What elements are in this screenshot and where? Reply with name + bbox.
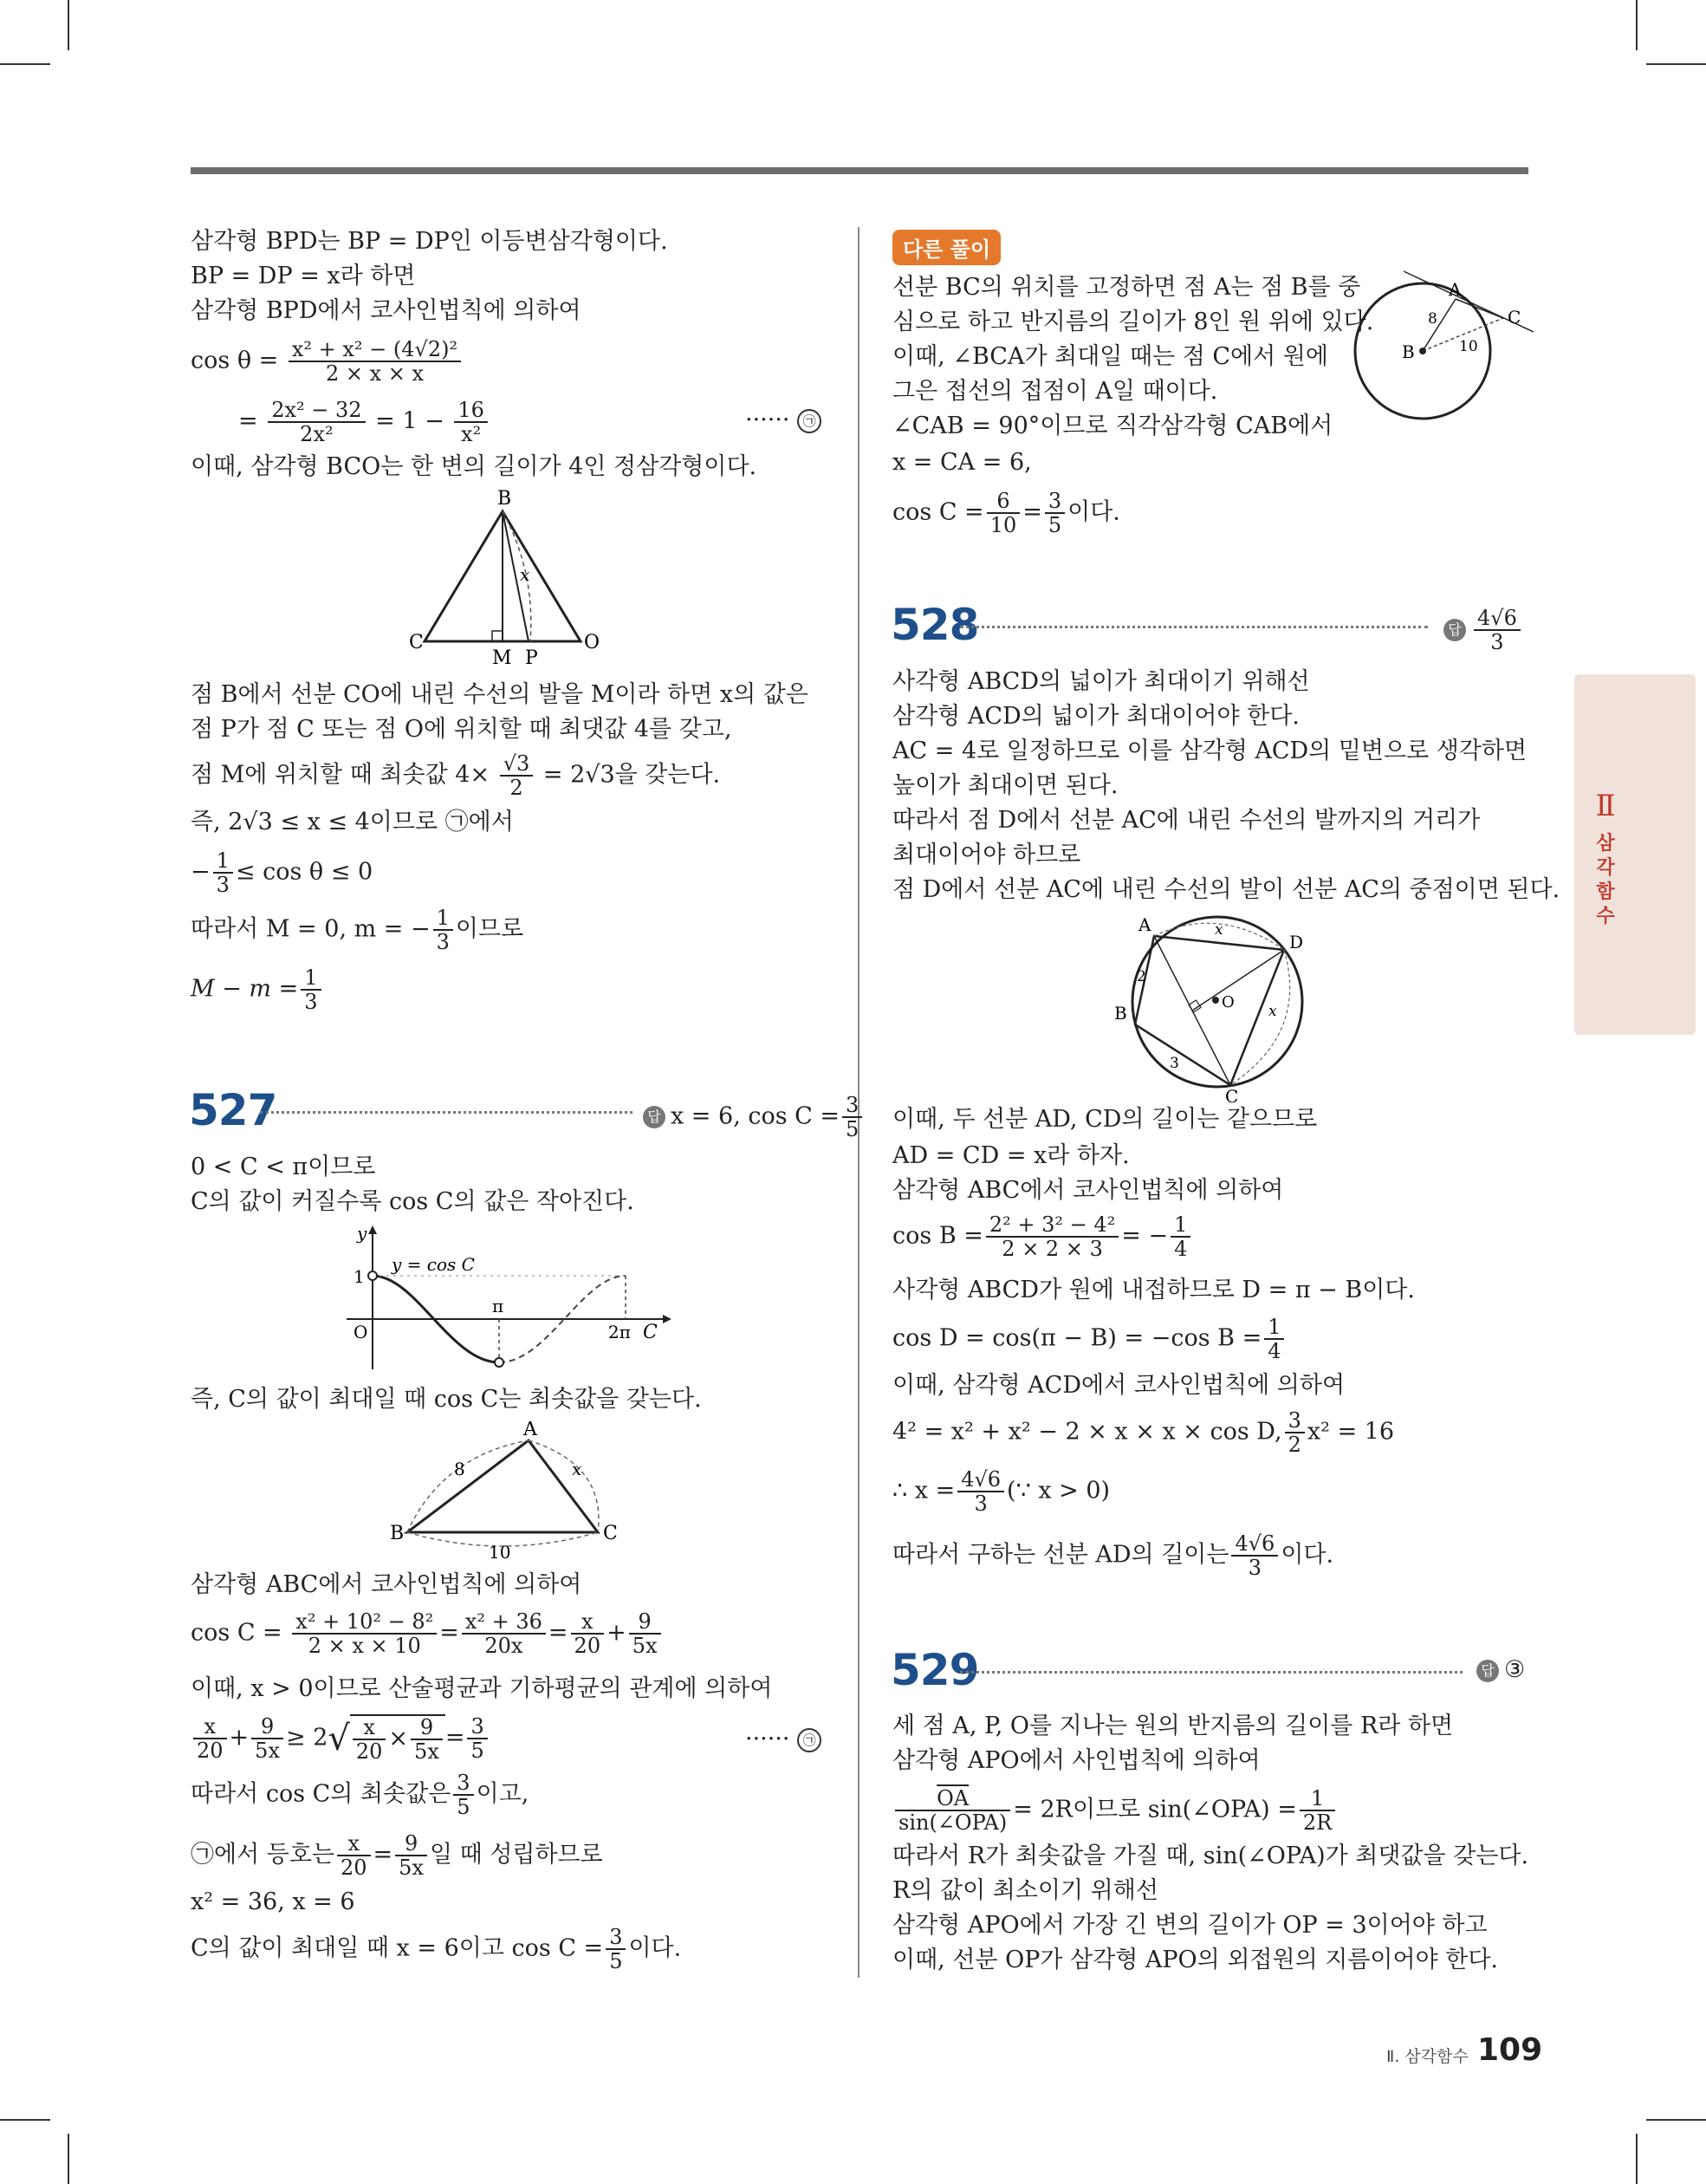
formula-text: = [444,1724,465,1752]
formula-text: = [1022,498,1042,526]
text-line: 사각형 ABCD가 원에 내접하므로 D = π − B이다. [892,1277,1415,1303]
text-line: 삼각형 APO에서 사인법칙에 의하여 [892,1747,1261,1774]
denominator: 3 [1490,630,1504,654]
circled-marker: ㉠ [797,1728,821,1752]
text-line: 이때, ∠BCA가 최대일 때는 점 C에서 원에 [892,343,1328,370]
denominator: 20 [341,1856,367,1880]
text-line: 따라서 점 D에서 선분 AC에 내린 수선의 발까지의 거리가 [892,807,1481,834]
formula-line [892,1213,1193,1260]
center-o [1212,997,1219,1004]
denominator: 5x [632,1634,658,1658]
text-line: 이때, 삼각형 BCO는 한 변의 길이가 4인 정삼각형이다. [191,453,757,480]
numerator: x² + x² − (4√2)² [289,338,461,362]
label-pi: π [492,1296,504,1316]
label-m: M [492,647,512,667]
formula-text: 이고, [476,1780,529,1808]
formula-text: 이다. [628,1934,682,1962]
formula-text: cos C = [191,1619,282,1647]
cosine-graph [338,1222,676,1374]
label-10: 10 [1459,338,1478,355]
text-line: AC = 4로 일정하므로 이를 삼각형 ACD의 밑변으로 생각하면 [892,738,1528,764]
denominator: sin(∠OPA) [898,1810,1008,1835]
numerator: 3 [467,1715,487,1739]
text-line: 즉, C의 값이 최대일 때 cos C는 최솟값을 갖는다. [191,1386,702,1413]
crop-mark [1636,0,1638,50]
fraction [606,1926,626,1973]
header-rule [191,167,1528,174]
formula-line [238,399,490,445]
formula-text: 점 M에 위치할 때 최솟값 4× [191,761,490,789]
answer-icon: 답 [1476,1660,1499,1682]
numerator: 9 [251,1715,283,1739]
fraction [251,1715,283,1762]
fraction [987,490,1021,536]
fraction [268,399,365,445]
denominator: 5x [414,1739,439,1764]
denominator: 3 [304,990,318,1014]
text-line: 선분 BC의 위치를 고정하면 점 A는 점 B를 중 [892,274,1361,301]
formula-text: 이다. [1067,498,1120,526]
crop-mark [0,2119,50,2121]
fraction [986,1213,1119,1260]
formula-text: × [388,1725,409,1752]
text-line: AD = CD = x라 하자. [892,1142,1130,1169]
label-origin: O [354,1322,368,1342]
numerator: 9 [411,1716,443,1740]
fraction [1045,490,1065,536]
numerator: 3 [842,1094,862,1118]
fraction [842,1094,862,1141]
label-one: 1 [354,1266,365,1287]
alt-solution-badge: 다른 풀이 [892,230,1001,265]
text-line: 이때, 삼각형 ACD에서 코사인법칙에 의하여 [892,1372,1346,1399]
formula-line: cos C = $\frac{\text{x² + 10² − 8²}}{2 \times x \times 10}$ = $\frac{\text{x² + 36}}{20x}$ = $\frac{x}{20}$ + $\frac{9}{5x}$ [191,1610,664,1657]
chapter-title-char: 삼 [1596,833,1615,855]
formula-text: C의 값이 최대일 때 x = 6이고 cos C = [191,1934,604,1962]
text-line: C의 값이 커질수록 cos C의 값은 작아진다. [191,1188,634,1215]
fraction [213,849,233,896]
fraction [454,399,488,445]
fraction [500,752,534,799]
circled-marker: ㉠ [797,409,821,433]
leader-dots [960,1671,1463,1674]
text-line: 이때, 두 선분 AD, CD의 길이는 같으므로 [892,1106,1318,1133]
triangle-abc [407,1440,598,1532]
answer-527 [643,1094,865,1141]
problem-number-528: 528 [891,600,979,650]
denominator: 2 [509,776,523,800]
y-axis-arrow [368,1225,377,1234]
leader-dots [260,1111,632,1114]
label-p: P [525,647,538,667]
text-line: 그은 접선의 접점이 A일 때이다. [892,378,1218,405]
formula-text: cos B = [892,1222,983,1250]
denominator: 4 [1174,1237,1188,1261]
text-line: 점 B에서 선분 CO에 내린 수선의 발을 M이라 하면 x의 값은 [191,681,808,708]
denominator: 2R [1302,1810,1333,1835]
text-line: x² = 36, x = 6 [191,1888,355,1915]
sqrt-body [350,1714,445,1763]
formula-line [191,1771,529,1818]
text-line: R의 값이 최소이기 위해선 [892,1877,1158,1904]
numerator: 9 [395,1832,427,1856]
denominator: 3 [216,873,230,897]
label-a: A [523,1421,537,1440]
fraction [467,1715,487,1762]
equilateral-triangle-figure [399,485,607,667]
formula-line [892,1316,1287,1362]
numerator: √3 [500,752,534,777]
text-line: 삼각형 ABC에서 코사인법칙에 의하여 [191,1571,582,1598]
denominator: 5 [846,1117,859,1141]
formula-line [892,1787,1338,1834]
formula-text: ≥ 2 [285,1724,328,1752]
fraction [193,1715,227,1762]
formula-text: x² = 16 [1307,1418,1395,1446]
numerator: 2x² − 32 [268,399,365,423]
label-c: C [643,1322,658,1343]
formula-text: ∴ x = [892,1477,956,1505]
fraction [301,966,321,1013]
numerator: 9 [629,1610,661,1635]
numerator: 4√6 [957,1468,1004,1492]
text-line: 이때, x > 0이므로 산술평균과 기하평균의 관계에 의하여 [191,1675,773,1702]
text-line: 따라서 R가 최솟값을 가질 때, sin(∠OPA)가 최댓값을 갖는다. [892,1843,1529,1869]
denominator: 2x² [300,422,334,446]
center-dot [1419,348,1426,354]
denominator: x² [461,422,482,446]
label-8: 8 [454,1459,465,1479]
label-c: C [409,632,424,653]
text-line: 사각형 ABCD의 넓이가 최대이기 위해선 [892,668,1310,695]
numerator: 6 [987,490,1021,514]
problem-number-529: 529 [891,1645,979,1695]
text-line: BP = DP = x라 하면 [191,263,416,289]
formula-text: = [373,1841,393,1869]
denominator: 5 [470,1739,484,1763]
denominator: 3 [974,1492,988,1516]
fraction [353,1716,386,1763]
perpendicular-d [1192,950,1284,1011]
denominator: 5 [1048,513,1062,537]
numerator: $\overline{OA}$ [895,1787,1010,1811]
text-line: 점 D에서 선분 AC에 내린 수선의 발이 선분 AC의 중점이면 된다. [892,876,1560,903]
formula-text: + [607,1619,626,1647]
answer-529 [1476,1655,1525,1685]
denominator: 2 [1288,1433,1301,1457]
fraction [1231,1532,1278,1579]
open-point [368,1271,377,1280]
formula-line [892,1532,1333,1579]
label-x-top: x [1215,921,1223,939]
text-line: x = CA = 6, [892,449,1032,476]
fraction [895,1787,1010,1834]
text-line: 삼각형 ABC에서 코사인법칙에 의하여 [892,1177,1284,1204]
denominator: 10 [989,513,1017,537]
formula-text: + [229,1724,250,1752]
formula-text: 따라서 구하는 선분 AD의 길이는 [892,1541,1229,1569]
formula-line [191,338,464,385]
fraction [1474,607,1521,653]
fraction [289,338,461,385]
denominator: 20 [355,1739,383,1764]
label-x-right: x [1268,1003,1277,1020]
formula-line [892,490,1120,536]
numerator: 2² + 3² − 4² [986,1213,1119,1238]
formula-text: = 2√3을 갖는다. [542,761,721,789]
open-point [495,1358,503,1367]
fraction [957,1468,1004,1515]
numerator: 16 [454,399,488,423]
formula-line [191,849,373,896]
fraction [1171,1213,1190,1260]
formula-text: cos C = [892,498,984,526]
label-twopi: 2π [608,1322,631,1342]
formula-text: 4² = x² + x² − 2 × x × x × cos D, [892,1418,1282,1446]
label-b: B [497,488,512,510]
denominator: 2 × x × x [325,361,425,386]
numerator: x² + 36 [462,1610,546,1635]
numerator: 1 [213,849,233,874]
formula-line [892,1468,1110,1515]
text-line: 삼각형 ACD의 넓이가 최대이어야 한다. [892,703,1300,730]
fraction [1285,1409,1305,1456]
fraction [571,1610,605,1657]
formula-text: cos θ = [191,347,279,374]
label-func: y = cos C [392,1254,475,1275]
label-x: x [572,1459,582,1479]
x-axis-arrow [663,1315,671,1323]
text-line: 이때, 선분 OP가 삼각형 APO의 외접원의 지름이어야 한다. [892,1947,1498,1973]
numerator: 1 [1300,1787,1335,1811]
page-number: 109 [1477,2032,1543,2068]
text-line: 0 < C < π이므로 [191,1154,376,1180]
denominator: 3 [436,930,450,954]
text-line: 삼각형 BPD에서 코사인법칙에 의하여 [191,297,581,324]
problem-number-527: 527 [189,1085,277,1135]
numerator: x [353,1716,386,1740]
footer-chapter-label: Ⅱ. 삼각함수 [1386,2047,1469,2066]
denominator: 2 × 2 × 3 [1002,1237,1103,1261]
numerator: 3 [453,1771,473,1796]
formula-line [191,966,324,1013]
right-angle-mark [492,631,503,641]
answer-icon: 답 [1443,619,1466,641]
text-line: 삼각형 APO에서 가장 긴 변의 길이가 OP = 3이어야 하고 [892,1912,1488,1939]
formula-line [191,752,720,799]
numerator: 1 [301,966,321,991]
fraction [292,1610,437,1657]
label-b: B [1114,1003,1127,1024]
label-a: A [1449,279,1462,300]
formula-text: (∵ x > 0) [1007,1477,1111,1505]
answer-text: ③ [1504,1656,1526,1683]
formula-line [892,1409,1394,1456]
equation-marker: ······ ㉠ [745,1725,821,1754]
fraction [433,907,453,953]
denominator: 4 [1268,1339,1281,1363]
fraction [453,1771,473,1818]
chapter-title-char: 함 [1596,881,1615,903]
denominator: 2 × x × 10 [308,1634,421,1658]
numerator: 3 [606,1926,626,1950]
formula-text: 따라서 cos C의 최솟값은 [191,1780,451,1808]
formula-text: 일 때 성립하므로 [429,1841,603,1869]
formula-line [191,1832,603,1879]
denominator: 3 [1248,1556,1262,1580]
formula-text: − [191,858,211,886]
numerator: 3 [1285,1409,1305,1433]
denominator: 5 [457,1795,470,1819]
label-x: x [520,564,530,585]
fraction [1264,1316,1284,1362]
answer-text: x = 6, cos C = [671,1102,840,1130]
crop-mark [1636,2134,1638,2184]
formula-line [191,1926,681,1973]
crop-mark [1646,63,1706,65]
chapter-roman-numeral: Ⅱ [1595,789,1616,823]
numerator: x [337,1832,371,1856]
crop-mark [68,2134,69,2184]
inscribed-quadrilateral-figure [1100,912,1326,1102]
label-2: 2 [1137,968,1146,985]
crop-mark [0,63,50,65]
fraction [337,1832,371,1879]
numerator: x [193,1715,227,1739]
label-o: O [1222,993,1235,1011]
fraction [1300,1787,1335,1834]
formula-line [191,1714,490,1763]
fraction [395,1832,427,1879]
chapter-title-vertical [1592,832,1618,929]
text-line: 심으로 하고 반지름의 길이가 8인 원 위에 있다. [892,309,1374,335]
denominator: 5x [399,1856,424,1880]
formula-text: 이다. [1281,1541,1334,1569]
chapter-title-char: 각 [1596,857,1615,879]
leader-dots [960,626,1428,628]
formula-text: = 2R이므로 sin(∠OPA) = [1013,1796,1297,1823]
label-b: B [1402,341,1415,362]
label-8: 8 [1428,310,1437,328]
label-a: A [1138,914,1151,935]
formula-text: 이므로 [455,915,524,943]
label-y: y [357,1223,367,1244]
tangent-circle-figure [1352,264,1542,429]
denominator: 20 [197,1739,224,1763]
text-line: ∠CAB = 90°이므로 직각삼각형 CAB에서 [892,413,1333,439]
formula-text: ㉠에서 등호는 [191,1841,334,1869]
label-o: O [584,632,600,653]
formula-text: M − m = [191,975,299,1003]
numerator: x [571,1610,605,1635]
formula-text: = − [1121,1222,1169,1250]
text-line: 높이가 최대이면 된다. [892,772,1119,799]
formula-line [191,907,523,953]
label-3: 3 [1170,1055,1179,1072]
text-line: 세 점 A, P, O를 지나는 원의 반지름의 길이를 R라 하면 [892,1713,1454,1739]
fraction [462,1610,546,1657]
label-d: D [1289,932,1304,952]
text-line: 즉, 2√3 ≤ x ≤ 4이므로 ㉠에서 [191,809,514,835]
formula-text: = 1 − [375,407,444,435]
label-10: 10 [489,1542,511,1563]
sqrt-sign: √ [328,1719,350,1758]
denominator: 20 [574,1634,601,1658]
triangle-abc-figure [390,1421,632,1569]
numerator: 4√6 [1474,607,1521,631]
formula-text: cos D = cos(π − B) = −cos B = [892,1324,1262,1352]
denominator: 5x [255,1739,280,1763]
equation-marker: ······ ㉠ [745,406,821,435]
numerator: 1 [1171,1213,1190,1238]
label-b: B [390,1523,405,1544]
crop-mark [68,0,69,50]
text-line: 점 P가 점 C 또는 점 O에 위치할 때 최댓값 4를 갖고, [191,716,732,743]
numerator: x² + 10² − 8² [292,1610,437,1635]
answer-icon: 답 [643,1106,665,1128]
crop-mark [1646,2119,1706,2121]
text-line: 최대이어야 하므로 [892,842,1081,868]
numerator: 1 [433,907,453,931]
numerator: 4√6 [1231,1532,1278,1557]
label-c: C [1508,307,1521,328]
formula-text: = [238,407,258,435]
formula-text: 따라서 M = 0, m = − [191,915,431,943]
denominator: 20x [484,1634,523,1658]
label-c: C [603,1523,618,1544]
text-line: 삼각형 BPD는 BP = DP인 이등변삼각형이다. [191,228,668,255]
fraction [411,1716,443,1763]
fraction [629,1610,661,1657]
numerator: 3 [1045,490,1065,514]
numerator: 1 [1264,1316,1284,1340]
formula-text: ≤ cos θ ≤ 0 [235,858,373,886]
answer-528 [1443,607,1523,653]
chapter-title-char: 수 [1596,906,1615,927]
label-c: C [1225,1086,1239,1102]
denominator: 5 [609,1949,623,1973]
